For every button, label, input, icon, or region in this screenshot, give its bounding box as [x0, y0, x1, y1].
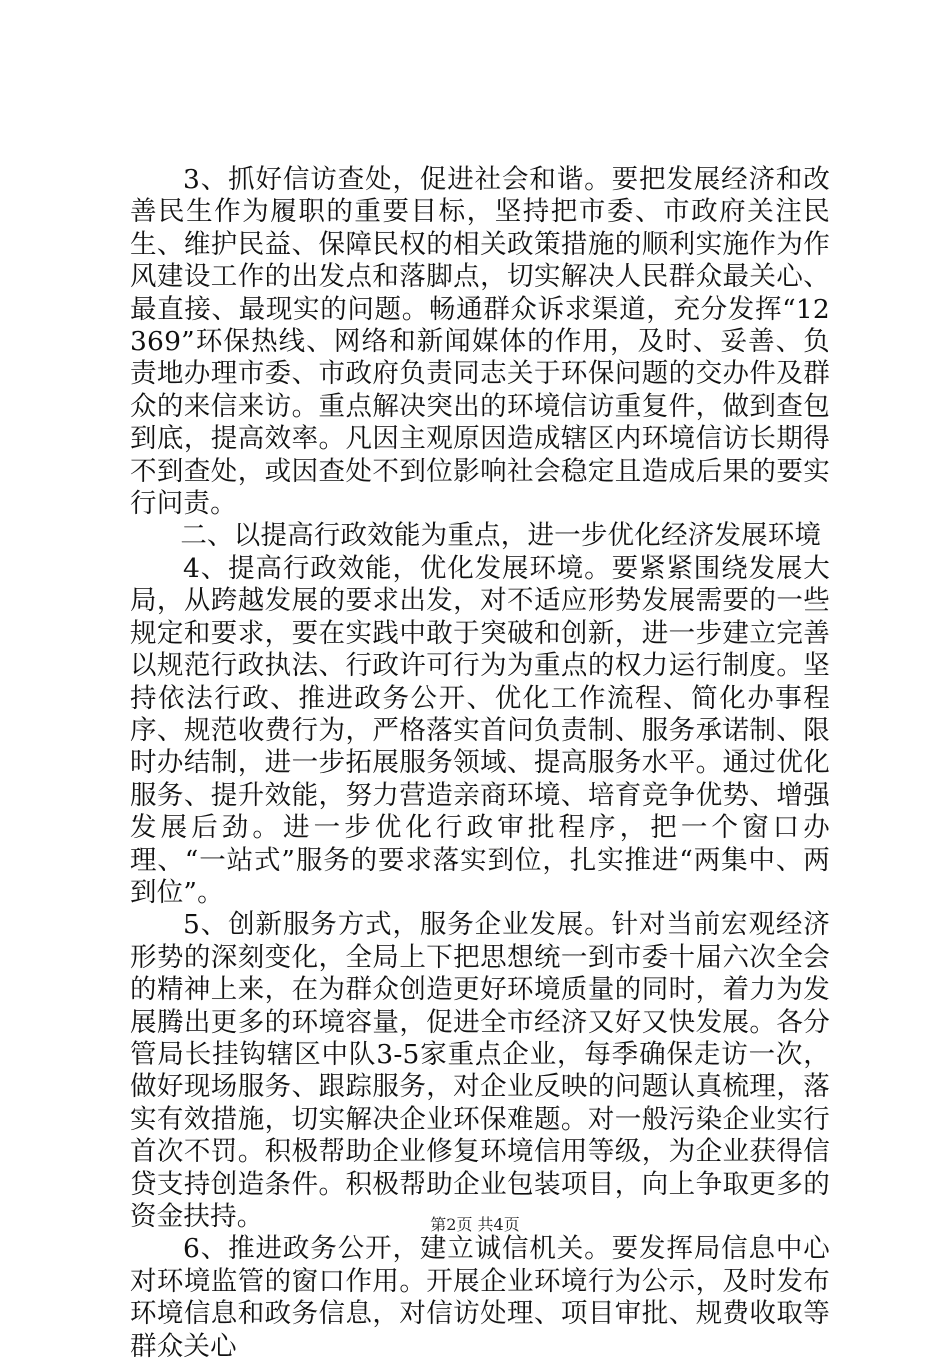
page-number-footer: 第2页 共4页: [430, 1215, 520, 1234]
section-heading-two: 二、以提高行政效能为重点，进一步优化经济发展环境: [180, 520, 822, 552]
document-body: [130, 164, 830, 1363]
paragraph-4-administrative-efficiency: 4、提高行政效能，优化发展环境。要紧紧围绕发展大局，从跨越发展的要求出发，对不适应形势发展需要的一些规定和要求，要在实践中敢于突破和创新，进一步建立完善以规范行政执法、行政许可行为为重点的权力运行制度。坚持依法行政、推进政务公开、优化工作流程、简化办事程序、规范收费行为，严格落实首问负责制、服务承诺制、限时办结制，进一步拓展服务领域、提高服务水平。通过优化服务、提升效能，努力营造亲商环境、培育竞争优势、增强发展后劲。进一步优化行政审批程序，把一个窗口办理、“一站式”服务的要求落实到位，扎实推进“两集中、两到位”。: [130, 552, 830, 908]
paragraph-5-service-innovation: 5、创新服务方式，服务企业发展。针对当前宏观经济形势的深刻变化，全局上下把思想统一到市委十届六次全会的精神上来，在为群众创造更好环境质量的同时，着力为发展腾出更多的环境容量，促进全市经济又好又快发展。各分管局长挂钩辖区中队3-5家重点企业，每季确保走访一次，做好现场服务、跟踪服务，对企业反映的问题认真梳理，落实有效措施，切实解决企业环保难题。对一般污染企业实行首次不罚。积极帮助企业修复环境信用等级，为企业获得信贷支持创造条件。积极帮助企业包装项目，向上争取更多的资金扶持。: [130, 909, 830, 1232]
paragraph-3-petition-handling: 3、抓好信访查处，促进社会和谐。要把发展经济和改善民生作为履职的重要目标，坚持把市委、市政府关注民生、维护民益、保障民权的相关政策措施的顺利实施作为作风建设工作的出发点和落脚点，切实解决人民群众最关心、最直接、最现实的问题。畅通群众诉求渠道，充分发挥“12369”环保热线、网络和新闻媒体的作用，及时、妥善、负责地办理市委、市政府负责同志关于环保问题的交办件及群众的来信来访。重点解决突出的环境信访重复件，做到查包到底，提高效率。凡因主观原因造成辖区内环境信访长期得不到查处，或因查处不到位影响社会稳定且造成后果的要实行问责。: [130, 164, 830, 520]
paragraph-6-government-transparency: 6、推进政务公开，建立诚信机关。要发挥局信息中心对环境监管的窗口作用。开展企业环境行为公示，及时发布环境信息和政务信息，对信访处理、项目审批、规费收取等群众关心: [130, 1233, 830, 1362]
